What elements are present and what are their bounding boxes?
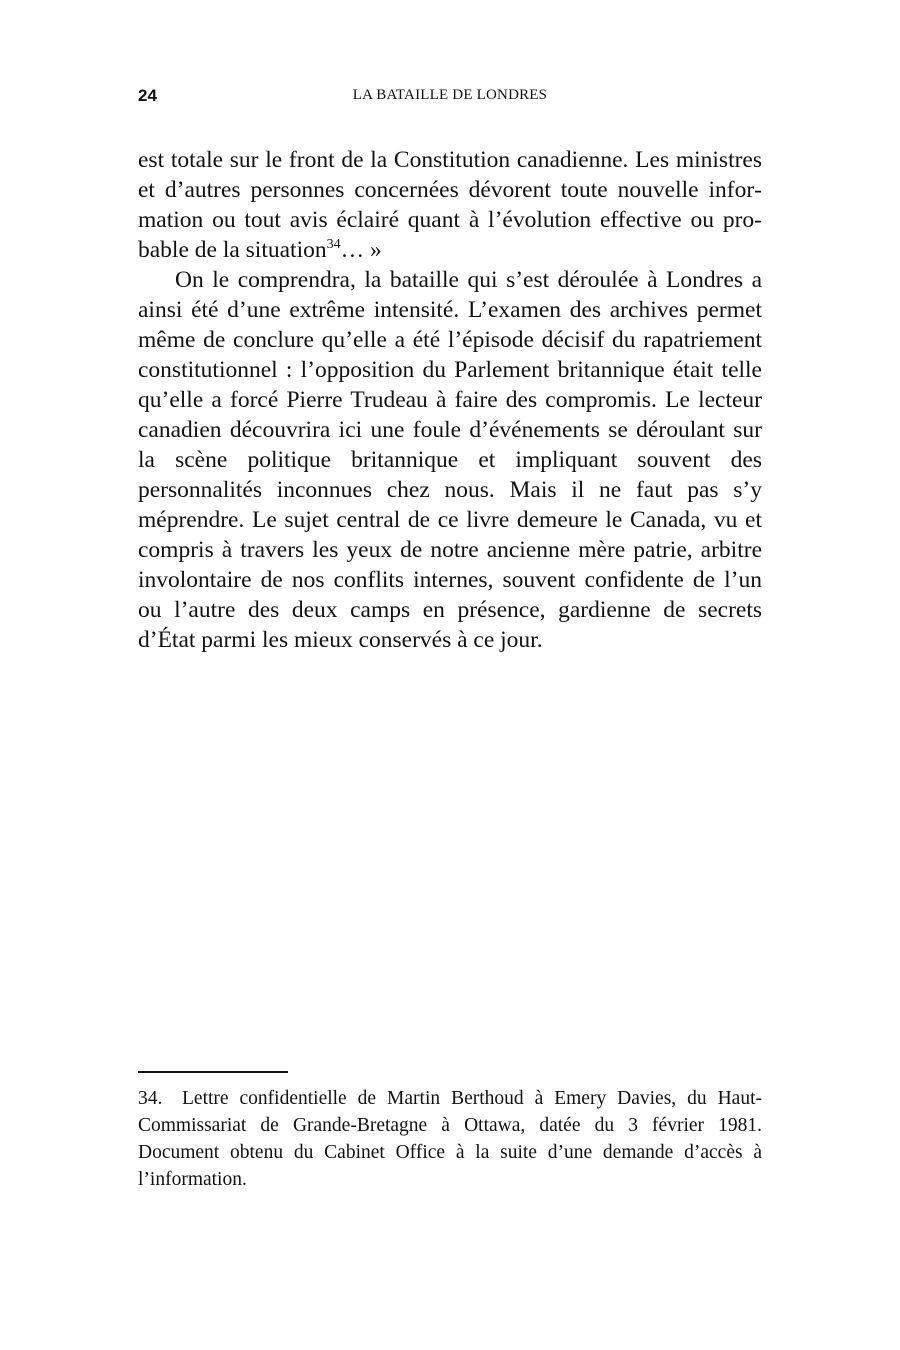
- footnote-text: Lettre confidentielle de Martin Berthoud à Emery Davies, du Haut-Commissariat de Grande-Bretagne à Ottawa, datée du 3 février 1981. Document obtenu du Cabinet Office à la suite d’une demande d’accès à l’information.: [138, 1088, 762, 1190]
- paragraph-1-end: … »: [340, 237, 382, 263]
- footnote-separator: [138, 1071, 288, 1073]
- page-number: 24: [138, 86, 157, 105]
- body-text: [138, 145, 762, 655]
- running-head: LA BATAILLE DE LONDRES: [352, 87, 548, 103]
- footnote-number: 34.: [138, 1088, 163, 1109]
- paragraph-1: [138, 145, 762, 265]
- footnotes: [138, 1085, 762, 1193]
- footnote-reference[interactable]: 34: [326, 237, 341, 252]
- paragraph-2: On le comprendra, la bataille qui s’est déroulée à Londres a ainsi été d’une extrême intensité. L’examen des archives permet même de conclure qu’elle a été l’épisode décisif du rapatriement constitutionnel : l’opposition du Parlement britannique était telle qu’elle a forcé Pierre Trudeau à faire des compromis. Le lecteur canadien découvrira ici une foule d’événements se déroulant sur la scène politique britannique et impliquant souvent des personnalités inconnues chez nous. Mais il ne faut pas s’y méprendre. Le sujet central de ce livre demeure le Canada, vu et compris à travers les yeux de notre ancienne mère patrie, arbitre involontaire de nos conflits internes, souvent confidente de l’un ou l’autre des deux camps en présence, gardienne de secrets d’État parmi les mieux conservés à ce jour.: [138, 267, 762, 653]
- paragraph-1-text: est totale sur le front de la Constitution canadienne. Les ministres et d’autres personnes concernées dévorent toute nouvelle information ou tout avis éclairé quant à l’évolution effective ou probable de la situation: [138, 147, 762, 263]
- page-header: [138, 86, 762, 108]
- footnote-item: [138, 1085, 762, 1193]
